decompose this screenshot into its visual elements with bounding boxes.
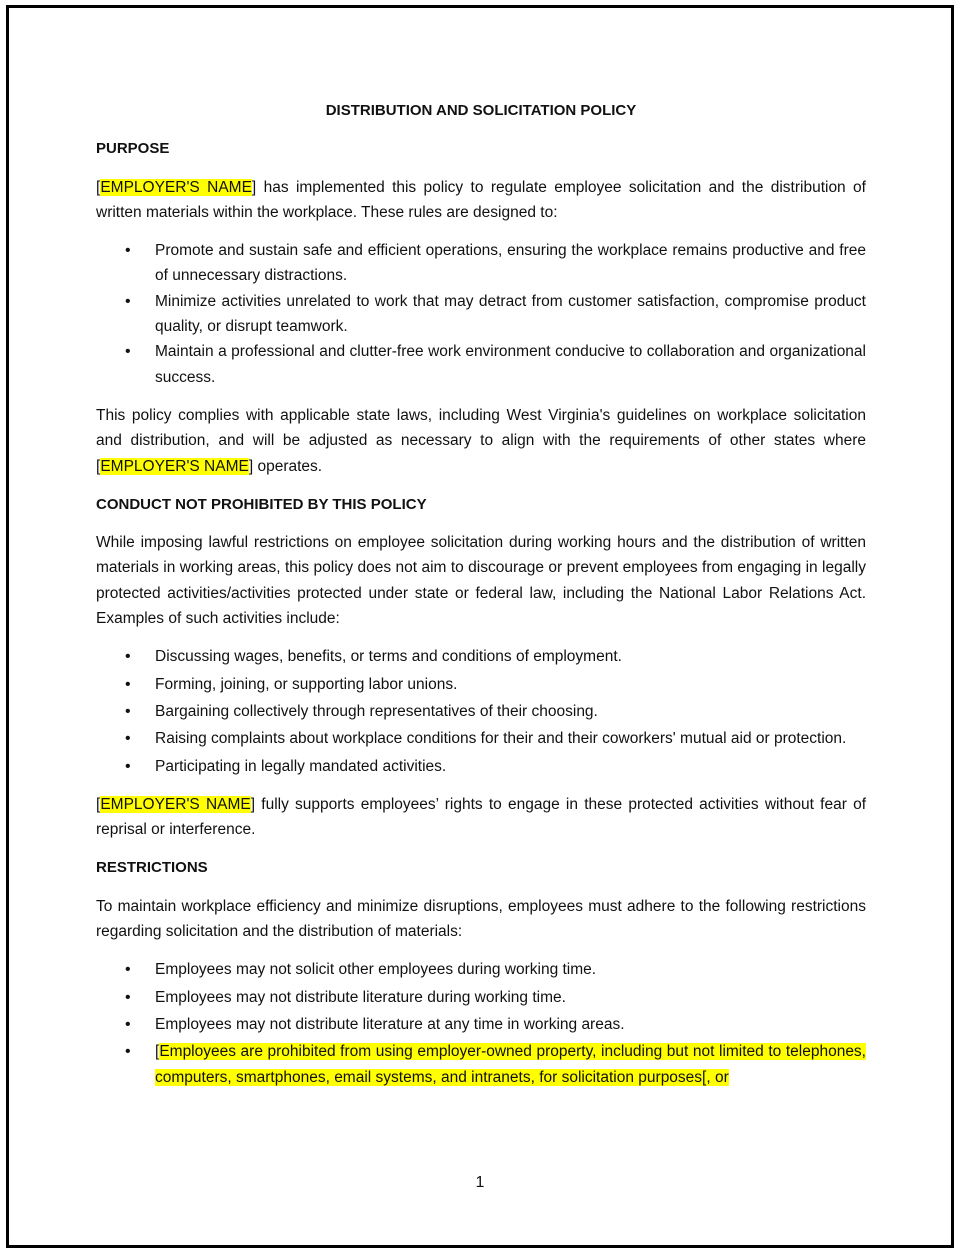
page-number: 1	[475, 1174, 485, 1191]
placeholder-employer-name: EMPLOYER'S NAME	[100, 457, 249, 475]
restrictions-bullet-list	[96, 957, 866, 1089]
bullet-icon: •	[125, 242, 131, 260]
bullet-icon: •	[125, 730, 131, 748]
section-heading-purpose: PURPOSE	[96, 140, 170, 158]
bullet-icon: •	[125, 648, 131, 666]
document-page	[6, 5, 954, 1248]
bullet-icon: •	[125, 702, 131, 720]
list-item: • Participating in legally mandated activities.	[96, 754, 866, 779]
list-item: • [Employees are prohibited from using employer-owned property, including but not limited to telephones, computers, smartphones, email systems, and intranets, for solicitation purposes[, or	[96, 1039, 866, 1090]
placeholder-employer-name: EMPLOYER'S NAME	[100, 178, 252, 196]
section-heading-restrictions: RESTRICTIONS	[96, 859, 208, 877]
list-item: • Bargaining collectively through representatives of their choosing.	[96, 699, 866, 724]
list-item: • Employees may not distribute literature at any time in working areas.	[96, 1012, 866, 1037]
purpose-bullet-list	[96, 238, 866, 390]
list-item: • Minimize activities unrelated to work that may detract from customer satisfaction, compromise product quality, or disrupt teamwork.	[96, 289, 866, 340]
purpose-compliance: This policy complies with applicable state laws, including West Virginia's guidelines on workplace solicitation and distribution, and will be adjusted as necessary to align with the requirements of other states where [EMPLOYER'S NAME] operates.	[96, 406, 866, 475]
bullet-icon: •	[125, 1043, 131, 1061]
list-item: • Maintain a professional and clutter-free work environment conducive to collaboration and organizational success.	[96, 339, 866, 390]
bullet-icon: •	[125, 1015, 131, 1033]
list-item: • Raising complaints about workplace conditions for their and their coworkers' mutual aid or protection.	[96, 726, 866, 751]
list-item: • Forming, joining, or supporting labor unions.	[96, 672, 866, 697]
list-item: • Employees may not distribute literature during working time.	[96, 985, 866, 1010]
placeholder-employer-name: EMPLOYER'S NAME	[100, 795, 251, 813]
conduct-bullet-list	[96, 644, 866, 778]
bullet-icon: •	[125, 961, 131, 979]
document-body	[96, 98, 866, 1103]
conduct-support: [EMPLOYER'S NAME] fully supports employees’ rights to engage in these protected activities without fear of reprisal or interference.	[96, 795, 866, 839]
restrictions-intro: To maintain workplace efficiency and minimize disruptions, employees must adhere to the following restrictions regarding solicitation and the distribution of materials:	[96, 897, 866, 941]
bullet-icon: •	[125, 675, 131, 693]
highlighted-optional-clause: Employees are prohibited from using employer-owned property, including but not limited to telephones, computers, smartphones, email systems, and intranets, for solicitation purposes[, or	[155, 1043, 866, 1086]
list-item: • Employees may not solicit other employees during working time.	[96, 957, 866, 982]
purpose-intro: [EMPLOYER'S NAME] has implemented this policy to regulate employee solicitation and the distribution of written materials within the workplace. These rules are designed to:	[96, 178, 866, 221]
bullet-icon: •	[125, 988, 131, 1006]
list-item: • Discussing wages, benefits, or terms and conditions of employment.	[96, 644, 866, 669]
bullet-icon: •	[125, 343, 131, 361]
bullet-icon: •	[125, 292, 131, 310]
section-heading-conduct: CONDUCT NOT PROHIBITED BY THIS POLICY	[96, 495, 427, 513]
list-item: • Promote and sustain safe and efficient operations, ensuring the workplace remains productive and free of unnecessary distractions.	[96, 238, 866, 289]
bullet-icon: •	[125, 757, 131, 775]
document-title: DISTRIBUTION AND SOLICITATION POLICY	[325, 102, 637, 119]
conduct-intro: While imposing lawful restrictions on employee solicitation during working hours and the distribution of written materials in working areas, this policy does not aim to discourage or prevent employees from engaging in legally protected activities/activities protected under state or federal law, including the National Labor Relations Act. Examples of such activities include:	[96, 534, 866, 628]
